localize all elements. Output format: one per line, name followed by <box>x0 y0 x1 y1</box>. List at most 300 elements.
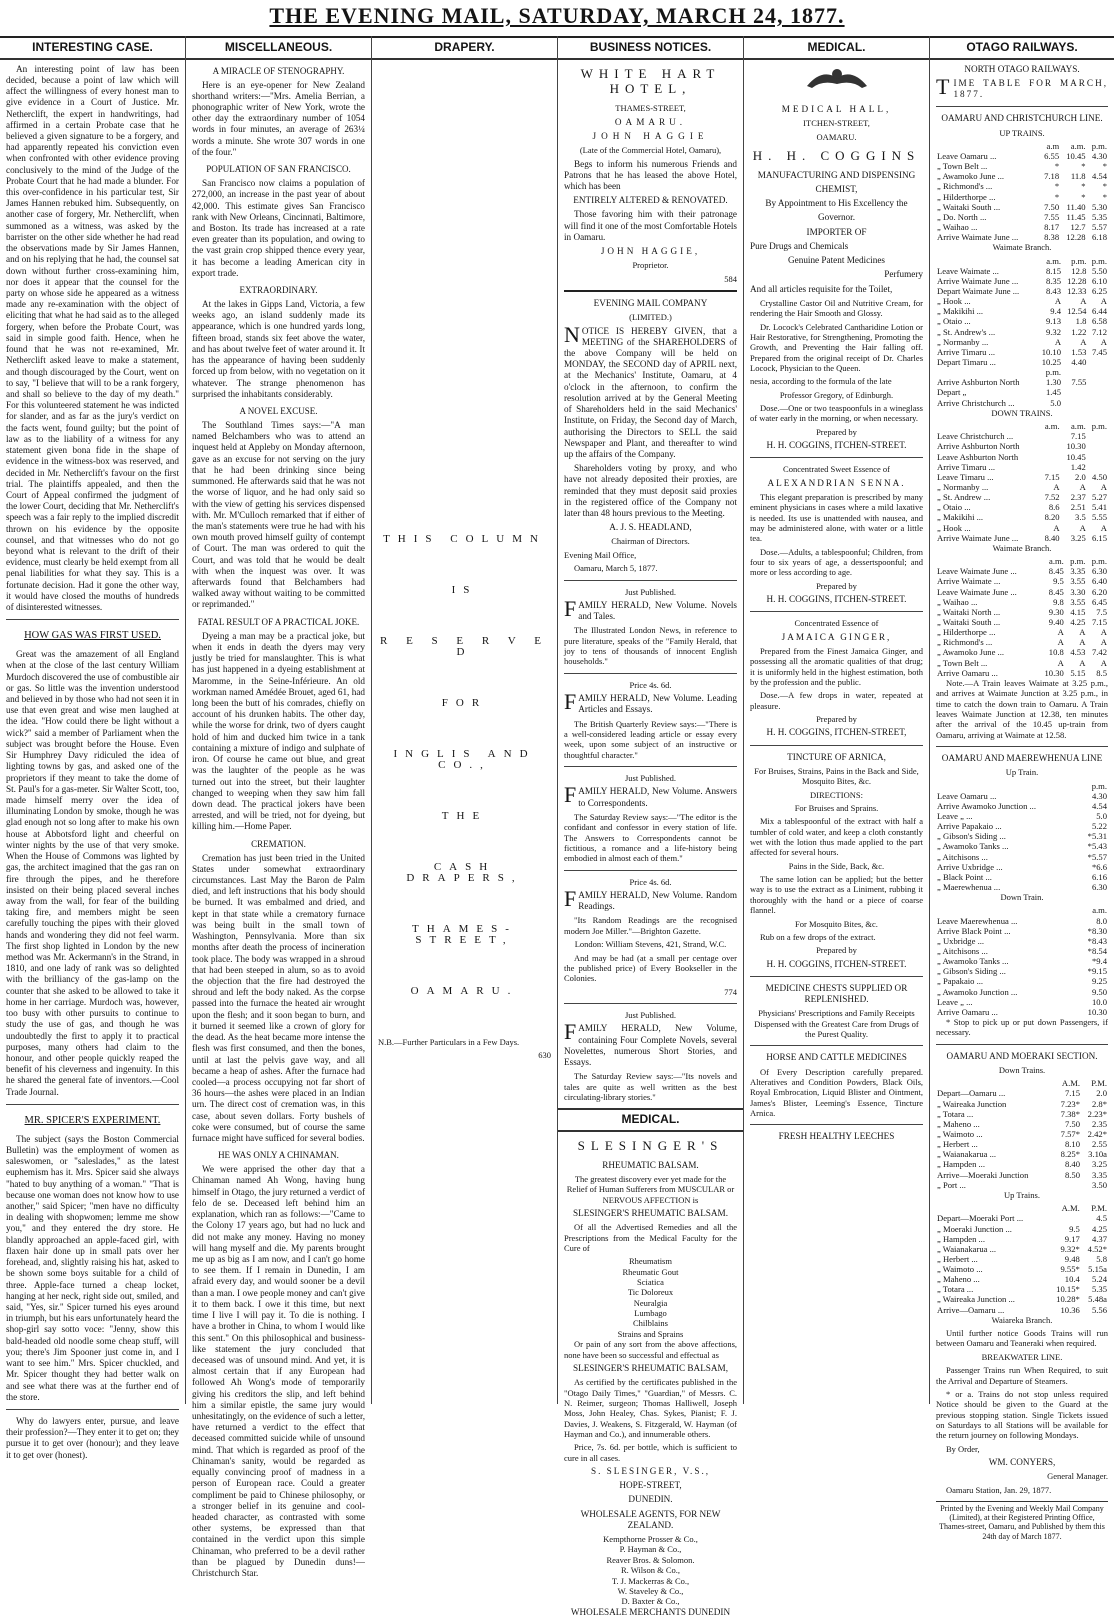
departure-time: 5.35 <box>1091 211 1107 222</box>
ad-signature: H. H. COGGINS, ITCHEN-STREET. <box>766 440 907 451</box>
article-body: San Francisco now claims a population of 272,000, an increase in the past year of about 42,000. This estimate gives San Francisco rank with New Orleans, Cincinnati, Baltimore, and Boston. Its trade has increased at a rate even greater than its population, and owing to the vast grain crop shipped thence every year, it has become a leading American city in export trade. <box>192 178 365 278</box>
departure-time: p.m. <box>1091 255 1107 266</box>
timetable-row <box>936 421 1108 431</box>
departure-time: 1.42 <box>1070 461 1086 472</box>
departure-time: 5.50 <box>1091 265 1107 276</box>
timetable-row <box>936 1203 1108 1213</box>
divider <box>750 611 923 612</box>
departure-time: 10.36 <box>1060 1304 1080 1315</box>
station-name: Arrive Ashburton North <box>937 441 1020 452</box>
departure-time: 9.32* <box>1060 1243 1080 1254</box>
proprietor-name: JOHN HAGGIE <box>592 130 709 141</box>
departure-time: 10.25 <box>1041 357 1062 368</box>
departure-time <box>1087 452 1108 462</box>
timetable-row <box>936 1129 1108 1139</box>
departure-time: A <box>1079 637 1086 648</box>
station-name: „ Waitaki South ... <box>937 616 1001 627</box>
divider <box>564 580 737 581</box>
ad-text: The Saturday Review says:—"Its novels and tales are quite as well written as the best circulating-library stories." <box>564 1071 737 1102</box>
departure-time: 7.15 <box>1091 616 1107 627</box>
masthead <box>0 0 1114 38</box>
station-name: „ St. Andrew's ... <box>937 326 996 337</box>
ad-title: SLESINGER'S <box>577 1137 724 1153</box>
station-name: „ Totara ... <box>937 1284 974 1295</box>
departure-time: a.m. <box>1070 140 1086 151</box>
divider <box>750 457 923 458</box>
timetable-row <box>936 587 1108 597</box>
departure-time: 8.10 <box>1064 1139 1081 1150</box>
ad-subtitle: For Bruises and Sprains. <box>794 802 879 813</box>
ad-text: Prepared by <box>816 945 857 956</box>
departure-time: A <box>1054 296 1062 307</box>
station-name <box>936 905 1073 915</box>
ad-text: Price 4s. 6d. <box>629 679 672 690</box>
list-item: Rheumatic Gout <box>622 1266 679 1277</box>
departure-time: A <box>1053 522 1060 533</box>
departure-time: *8.54 <box>1087 946 1107 957</box>
departure-time: a.m. <box>1049 556 1064 567</box>
station-name: „ Awamoko Junction ... <box>937 986 1018 997</box>
article-body: The Southland Times says:—"A man named Belchambers who was to attend an inquest held at Appleby on Monday afternoon, gave as an excuse for not serving on the jury that he had been drinking since being summoned. He afterwards said that he was not the worse of liquor, and he had only said so with the view of getting his services dispensed with. Mr. M'Culloch remarked that if either of the man's statements were true he had with his own mouth proved himself guilty of contempt of Court. The man was ordered to quit the Court, and was told that he would be dealt with when the inquest was over. It was afterwards found that Belchambers had walked away without waiting to be committed or reprimanded." <box>192 419 365 610</box>
station-name: Depart Waimate June ... <box>937 286 1020 297</box>
departure-time <box>1040 431 1061 441</box>
departure-time: *5.43 <box>1087 841 1107 852</box>
departure-time: 5.15 <box>1070 667 1086 678</box>
departure-time: 5.0 <box>1050 397 1062 408</box>
timetable-row <box>936 1078 1108 1088</box>
departure-time: 10.30 <box>1087 1006 1107 1017</box>
list-item: Lumbago <box>634 1308 667 1319</box>
list-item: Kempthorne Prosser & Co., <box>603 1534 698 1545</box>
departure-time: * <box>1102 161 1107 172</box>
departure-time: A <box>1079 627 1086 638</box>
ad-title: MEDICINE CHESTS SUPPLIED OR REPLENISHED. <box>765 982 908 1005</box>
departure-time: A.M. <box>1061 1078 1081 1089</box>
timetable-row <box>936 1213 1108 1223</box>
departure-time: 1.22 <box>1071 326 1087 337</box>
timetable-row <box>936 1284 1108 1294</box>
station-name: Arrive Awamoko Junction ... <box>937 800 1036 811</box>
ad-subtitle: IMPORTER OF <box>806 226 867 237</box>
station-name: Arrive Christchurch ... <box>937 397 1015 408</box>
departure-time: 7.50 <box>1044 201 1060 212</box>
ad-subtitle: THAMES-STREET, <box>615 103 686 114</box>
divider <box>750 745 923 746</box>
divider <box>750 976 923 977</box>
ad-text: The British Quarterly Review says:—"There is a well-considered leading article or essay every week, upon some subject of an instructive or thoughtful character." <box>564 718 737 760</box>
timetable-row <box>936 431 1108 441</box>
timetable-row <box>936 502 1108 512</box>
departure-time: 1.45 <box>1045 387 1062 398</box>
royal-crest-icon <box>750 66 923 98</box>
departure-time <box>1087 462 1108 472</box>
departure-time: *8.30 <box>1087 925 1107 936</box>
departure-time: 7.55 <box>1044 211 1060 222</box>
article-body: At the lakes in Gipps Land, Victoria, a few weeks ago, an island suddenly made its appearance, which is one hundred yards long, fifteen broad, stands six feet above the water, and has about twelve feet of water around it. It has the appearance of having been suddenly forced up from below, with no vegetation on it whatever. The strange phenomenon has surprised the inhabitants considerably. <box>192 299 365 399</box>
ad-subtitle: OAMARU. <box>614 116 687 127</box>
ad-subtitle: RHEUMATIC BALSAM. <box>602 1159 699 1170</box>
departure-time <box>1087 377 1108 387</box>
departure-time: A <box>1100 522 1107 533</box>
timetable-row <box>936 1149 1108 1159</box>
reserved-line: FOR <box>441 696 488 709</box>
timetable <box>936 781 1108 893</box>
departure-time: 3.50 <box>1091 1179 1107 1190</box>
timetable-row <box>936 452 1108 462</box>
departure-time: 7.15 <box>1044 471 1060 482</box>
timetable-row <box>936 1159 1108 1169</box>
ad-text: nesia, according to the formula of the late <box>750 376 892 387</box>
departure-time: A <box>1100 481 1107 492</box>
departure-time <box>1087 387 1108 397</box>
departure-time: 5.0 <box>1096 810 1107 821</box>
reserved-line: OAMARU. <box>410 984 519 997</box>
agent-list <box>564 1534 737 1607</box>
timetable-row <box>936 647 1108 657</box>
ad-text: Dose.—Adults, a tablespoonful; Children, from four to six years of age, a dessertspoonful; and more or less according to age. <box>750 546 923 578</box>
departure-time: *5.57 <box>1087 851 1107 862</box>
departure-time: 12.54 <box>1067 306 1087 317</box>
ad-text: London: William Stevens, 421, Strand, W.C. <box>574 939 727 950</box>
divider <box>936 1044 1108 1045</box>
ad-text: Dose.—A few drops in water, repeated at pleasure. <box>750 690 923 711</box>
timetable-row <box>936 151 1108 161</box>
departure-time: 7.42 <box>1091 647 1107 658</box>
departure-time: *9.15 <box>1087 966 1107 977</box>
timetable-row <box>936 831 1108 841</box>
departure-time: 8.20 <box>1044 512 1060 523</box>
article-body: The subject (says the Boston Commercial Bulletin) was the employment of women as saleswomen, or "saleslades," as the latest euphemism has it. Mrs. Spicer said she always "hated to buy anything of a woman." "That is because one woman does not know how to use another," said Spicer; "men have no difficulty in dealing with shopwomen; lemme me show you," and they entered the dry store. He blandly approached an apple-faced girl, with flaxen hair done up in small pats over her forehead, and, slightly raising his hat, asked to be shown some boys suitable for a child of three. Apple-face turned a cheap locket, hanging at her neck, right side out, smiled, and said, "Yes, sir." Spicer turned his eyes around in triumph, but his ears unfortunately heard the shop-girl say sotto voce: "Jenny, show this bald-headed old noodle some cheap stuff, will you; there's Jim Spooner just come in, and I want to see him." Mrs. Spicer chuckled, and Mr. Spicer thought they had better walk on and see what there was at the further end of the store. <box>6 1133 179 1402</box>
timetable-row <box>936 256 1108 266</box>
station-name: Arrive Waimate June ... <box>937 275 1019 286</box>
timetable-row <box>936 976 1108 986</box>
timetable-row <box>936 347 1108 357</box>
timetable-row <box>936 533 1108 543</box>
ad-text: Chairman of Directors. <box>611 536 690 547</box>
divider <box>6 619 179 620</box>
timetable-row <box>936 286 1108 296</box>
ad-signature: A. J. S. HEADLAND, <box>609 522 692 533</box>
departure-time: 5.35 <box>1091 1284 1107 1295</box>
departure-time: 2.51 <box>1070 502 1086 513</box>
station-name: „ Normanby ... <box>937 336 989 347</box>
reserved-line: THIS COLUMN <box>383 532 546 545</box>
column-header: MISCELLANEOUS. <box>186 38 371 60</box>
station-name: Leave Waimate June ... <box>937 566 1017 577</box>
ad-text: Perfumery <box>884 269 923 280</box>
station-name: „ Waimoto ... <box>937 1129 983 1140</box>
departure-time: 10.45 <box>1066 151 1086 161</box>
departure-time: 7.38* <box>1060 1108 1081 1119</box>
ad-text: This elegant preparation is prescribed by many eminent physicians in cases where a mild laxative is needed. Its use is unattended with nausea, and may be administered alone, with water or a little tea. <box>750 491 923 544</box>
list-item: Sciatica <box>637 1277 664 1288</box>
departure-time: A <box>1079 481 1086 492</box>
ad-title: MEDICAL HALL, <box>781 104 892 115</box>
reserved-line: IS <box>451 583 478 596</box>
departure-time: 8.40 <box>1044 532 1060 543</box>
departure-time: 8.40 <box>1064 1159 1081 1170</box>
timetable-subtitle: BREAKWATER LINE. <box>981 1351 1063 1362</box>
departure-time: 8.15 <box>1045 265 1062 276</box>
departure-time: 4.25 <box>1070 616 1086 627</box>
timetable-row <box>936 337 1108 347</box>
station-name: Arrive—Moeraki Junction <box>937 1169 1029 1180</box>
ad-subtitle: For Mosquito Bites, &c. <box>795 918 878 929</box>
ad-text: And may be had (at a small per centage over the published price) of Every Bookseller in the Colonies. <box>564 952 737 984</box>
departure-time: A <box>1053 481 1060 492</box>
departure-time: 4.30 <box>1091 151 1107 161</box>
ad-title: HORSE AND CATTLE MEDICINES <box>766 1052 907 1063</box>
departure-time: p.m. <box>1091 556 1107 567</box>
departure-time: a.m. <box>1070 421 1086 432</box>
departure-time: 6.45 <box>1091 596 1107 607</box>
column-header: OTAGO RAILWAYS. <box>930 38 1114 60</box>
ad-title: JAMAICA GINGER, <box>781 631 892 642</box>
ad-text: Pure Drugs and Chemicals <box>750 240 849 251</box>
timetable-row <box>936 1180 1108 1190</box>
ad-text: The Illustrated London News, in reference to pure literature, speaks of the "Family Herald, that joy to tens of thousands of innocent English households." <box>564 625 737 667</box>
ad-title: FAMILY HERALD, New Volume. Random Readings. <box>564 885 737 912</box>
ad-text: HOPE-STREET, <box>619 1480 682 1491</box>
station-name: Leave Christchurch ... <box>937 431 1014 442</box>
divider <box>6 1104 179 1105</box>
departure-time: 5.48a <box>1088 1294 1107 1305</box>
departure-time: * <box>1054 191 1060 202</box>
departure-time: 10.8 <box>1048 647 1064 658</box>
ailment-list <box>564 1256 737 1339</box>
column-drapery <box>372 36 558 1404</box>
list-item: W. Staveley & Co., <box>617 1585 684 1596</box>
list-item: Reaver Bros. & Solomon. <box>606 1554 695 1565</box>
timetable-row <box>936 1264 1108 1274</box>
timetable <box>936 556 1108 678</box>
departure-time: *6.6 <box>1091 861 1107 872</box>
timetable-row <box>936 801 1108 811</box>
timetable-row <box>936 202 1108 212</box>
timetable-row <box>936 872 1108 882</box>
ad-text: As certified by the certificates published in the "Otago Daily Times," "Guardian," of Messrs. C. N. Reimer, surgeon; Thomas Halliwell, Joseph Moss, John Healey, Chas. Sykes, Pianist; F. J. Davies, J. Weakens, S. Fitzgerald, W. Hayman (of Hayman and Co.), and innumerable others. <box>564 1377 737 1439</box>
timetable-subtitle: Up Trains. <box>1004 1189 1040 1200</box>
timetable-row <box>936 617 1108 627</box>
ad-subtitle: For Bruises, Strains, Pains in the Back and Side, Mosquito Bites, &c. <box>754 765 919 787</box>
reserved-line: R E S E R V E D <box>380 634 549 658</box>
ad-text: Those favoring him with their patronage will find it one of the most Comfortable Hotels in Oamaru. <box>564 209 738 242</box>
timetable <box>936 1078 1108 1190</box>
station-name: „ Awamoko June ... <box>937 647 1004 658</box>
timetable-row <box>936 1274 1108 1284</box>
timetable-row <box>936 1224 1108 1234</box>
timetable-row <box>936 377 1108 387</box>
departure-time: 4.50 <box>1091 471 1107 482</box>
timetable-row <box>936 597 1108 607</box>
ad-number: 630 <box>538 1049 551 1060</box>
station-name: „ Port ... <box>937 1179 966 1190</box>
timetable-row <box>936 1254 1108 1264</box>
station-name <box>936 1203 1048 1213</box>
station-name: Leave Waimate June ... <box>937 586 1017 597</box>
article-body: Here is an eye-opener for New Zealand shorthand writers:—"Mrs. Amelia Berrian, a phonographic writer of New York, wrote the other day the extraordinary number of 1054 words in four minutes, an average of 263¼ words a minute. She wrote 307 words in one of the four." <box>192 79 365 157</box>
timetable-row <box>936 1088 1108 1098</box>
station-name: Depart „ <box>937 387 967 398</box>
departure-time: 2.23* <box>1087 1108 1107 1119</box>
divider <box>6 1409 179 1410</box>
departure-time: * <box>1054 161 1060 172</box>
departure-time: 4.54 <box>1091 800 1107 811</box>
station-name: Arrive Waimate June ... <box>937 232 1019 243</box>
list-item: Chilblains <box>633 1318 668 1329</box>
station-name: Arrive Waimate June ... <box>937 532 1019 543</box>
signature-name: WM. CONYERS, <box>988 1457 1056 1468</box>
timetable-row <box>936 482 1108 492</box>
station-name <box>936 421 1040 431</box>
printer-imprint: Printed by the Evening and Weekly Mail Company (Limited), at their Registered Printing Office, Thames-street, Oamaru, and Published by them this 24th day of March 1877. <box>936 1501 1108 1541</box>
station-name: „ St. Andrew ... <box>937 492 991 503</box>
station-name: Leave Waimate ... <box>937 265 999 276</box>
timetable <box>936 256 1108 408</box>
station-name: Depart—Moeraki Port ... <box>937 1213 1024 1224</box>
station-name: Arrive Black Point ... <box>937 925 1011 936</box>
timetable-row <box>936 492 1108 502</box>
departure-time: 4.37 <box>1091 1233 1107 1244</box>
station-name: „ Moeraki Junction ... <box>937 1223 1012 1234</box>
departure-time: 8.17 <box>1044 221 1060 232</box>
station-name: „ Black Point ... <box>937 871 992 882</box>
station-name: „ Papakaio ... <box>937 976 984 987</box>
ad-text: Evening Mail Office, <box>564 549 637 560</box>
departure-time: 12.28 <box>1066 232 1086 243</box>
departure-time: 5.15a <box>1088 1264 1107 1275</box>
station-name <box>936 781 1078 791</box>
column-header: BUSINESS NOTICES. <box>558 38 743 60</box>
departure-time: 9.50 <box>1091 986 1107 997</box>
note-text: Note.—A Train leaves Waimate at 3.25 p.m., and arrives at Waimate Junction at 3.25 p.m., in time to catch the down train to Oamaru. A Train leaves Waimate Junction at 12.38, ten minutes after the arrival of the 10.45 up-train from Oamaru, arriving at Waimate at 12.58. <box>936 677 1108 740</box>
timetable-subtitle: Up Train. <box>1005 767 1039 778</box>
station-name: „ Herbert ... <box>937 1139 978 1150</box>
departure-time: *9.4 <box>1091 956 1107 967</box>
divider <box>936 106 1108 107</box>
list-item: T. J. Mackerras & Co., <box>611 1575 690 1586</box>
timetable-row <box>936 811 1108 821</box>
station-name: Leave „ ... <box>937 996 973 1007</box>
timetable-row <box>936 936 1108 946</box>
ad-text: Just Published. <box>624 586 676 597</box>
ad-text: DUNEDIN. <box>628 1494 673 1505</box>
departure-time: 7.52 <box>1044 492 1060 503</box>
departure-time: 6.18 <box>1091 232 1107 243</box>
departure-time: 8.0 <box>1096 915 1107 926</box>
ad-text: Dose.—One or two teaspoonfuls in a wineglass of water early in the morning, or when necessary. <box>750 403 923 424</box>
reserved-line: CASH DRAPERS, <box>406 860 523 884</box>
station-name: „ Otaio ... <box>937 316 971 327</box>
station-name: „ Waianakarua ... <box>937 1243 997 1254</box>
timetable-row <box>936 181 1108 191</box>
timetable-row <box>936 141 1108 151</box>
departure-time: 5.55 <box>1091 512 1107 523</box>
reserved-line: INGLIS AND CO., <box>393 747 536 771</box>
column-business-notices <box>558 36 744 1617</box>
timetable-row <box>936 791 1108 801</box>
departure-time: 4.40 <box>1071 357 1087 368</box>
timetable-row <box>936 658 1108 668</box>
departure-time: 7.55 <box>1071 377 1087 388</box>
departure-time: A.M. <box>1061 1203 1080 1214</box>
timetable-row <box>936 905 1108 915</box>
departure-time: 12.8 <box>1071 265 1087 276</box>
departure-time: 8.35 <box>1045 275 1062 286</box>
line-title: OAMARU AND CHRISTCHURCH LINE. <box>941 113 1103 124</box>
timetable-row <box>936 627 1108 637</box>
list-item: Neuralgia <box>633 1297 668 1308</box>
departure-time: 5.27 <box>1091 492 1107 503</box>
article-body: Dyeing a man may be a practical joke, but when it ends in death the dyers may very justly be tried for manslaughter. This is what has just happened in a dyeing establishment at Maromme, in the Seine-Inférieure. An old workman named Amédée Brouet, aged 61, had long been the butt of his comrades, chiefly on account of his drunken habits. The other day, while the worse for drink, two of dyers caught hold of him and ducked him twice in a tank containing a mixture of indigo and sulphate of iron. Of course he came out blue, and great was the laughter of the people as he was turned out into the street, but their laughter changed to weeping when they saw him fall down dead. The practical jokers have been arrested, and will be tried, not for dyeing, but killing him.—Home Paper. <box>192 630 365 832</box>
station-name <box>936 556 1038 566</box>
departure-time <box>1048 1213 1081 1223</box>
departure-time <box>1087 357 1108 367</box>
station-name: Depart Timaru ... <box>937 357 996 368</box>
timetable-row <box>936 862 1108 872</box>
ad-text: The greatest discovery ever yet made for the Relief of Human Sufferers from MUSCULAR or NERVOUS AFFECTION is <box>566 1173 735 1205</box>
ad-text: Mix a tablespoonful of the extract with half a tumbler of cold water, and keep a cloth constantly wet with the lotion thus made applied to the part affected for several hours. <box>750 816 923 858</box>
timetable-subtitle: Waimate Branch. <box>992 242 1052 253</box>
article-body: An interesting point of law has been decided, because a point of law which will affect the willingness of every honest man to give evidence in a Court of Justice. Mr. Netherclift, the expert in handwritings, had affirmed in a certain Probate case that he believed a given signature to be a forgery, and had apparently repeated his conviction even when confronted with other evidence proving conclusively to the mind of the Judge of the Probate Court that he had made a blunder. For this over-confidence in his particular test, Sir James Hannen rebuked him. Subsequently, on another case of forgery, Mr. Netherclift, when summoned as a witness, was asked by the barrister on the other side whether he had read the observations made by Sir James Hannen, and on his replying that he had, the counsel sat down without further cross-examining him, nor does it appear that the counsel for the party on whose side he appeared as a witness made any re-examination with the object of eliciting that what he had said as to the alleged forgery, when before the Probate Court, was said in simple good faith. Hence, when he found that he was not re-examined, Mr. Netherclift asked leave to make a statement, and though discouraged by the Court, went on to say, "I believe that will to be a rank forgery, and shall so believe to the day of my death." For this volunteered statement he was indicted for slander, and as far as the jury's verdict on the facts went, found guilty; but the point of law as to the liability of a witness for any statement given bona fide in the shape of evidence in the witness-box was reserved, and decided in Mr. Netherclift's favour on the first trial. The plaintiffs appealed, and then the Court of Appeal confirmed the judgment of the lower Court, deciding that Mr. Netherclift's speech was a fair reply to the implied discredit thrown on his evidence by the opposite counsel, and that witnesses who do not go beyond what is relevant to the drift of their evidence, must clearly be held exempt from all penal liabilities for what they say. This is a fortunate decision. Had it gone the other way, it would have closed the mouths of hundreds of disinterested witnesses. <box>6 63 179 613</box>
departure-time: *5.31 <box>1087 831 1107 842</box>
departure-time: 9.25 <box>1091 976 1107 987</box>
departure-time: p.m. <box>1045 367 1062 378</box>
departure-time: 11.40 <box>1066 201 1086 212</box>
station-name: „ Waitaki South ... <box>937 201 1001 212</box>
station-name <box>936 256 1037 266</box>
ad-title: WHOLESALE AGENTS, FOR NEW ZEALAND. <box>580 1508 721 1530</box>
ad-subtitle: SLESINGER'S RHEUMATIC BALSAM, <box>572 1362 729 1373</box>
departure-time: 7.57* <box>1060 1129 1081 1140</box>
timetable-row <box>936 997 1108 1007</box>
ad-subtitle: CHEMIST, <box>815 184 858 195</box>
timetable-row <box>936 441 1108 451</box>
timetable <box>936 1203 1108 1315</box>
note-text: N.B.—Further Particulars in a Few Days. <box>378 1036 520 1047</box>
article-body: Cremation has just been tried in the United States under somewhat extraordinary circumstances. Last May the Baron de Palm died, and left instructions that his body should be burned. It was embalmed and dried, and kept in that state while a crematory furnace was being built in the small town of Washington, Pennsylvania. More than six months after death the process of incineration took place. The body was wrapped in a shroud that had been steeped in alum, so as to avoid the objection that the fire had destroyed the shroud and left the body naked. As the corpse passed into the furnace the heated air wrought upon the flesh; and it soon began to burn, and it burned it seemed like a crown of glory for the dead. As the heat became more intense the flesh was first consumed, and then the bones, until at last the pelvis gave way, and all became a heap of ashes. After the furnace had cooled—a process occupying not far short of 36 hours—the ashes were placed in an Indian urn. The direct cost of cremation was, in this case, about seven dollars. Forty bushels of coke were consumed, but of course the same furnace might have sufficed for several bodies. <box>192 852 365 1144</box>
station-name: Leave Oamaru ... <box>937 151 997 161</box>
departure-time: 4.5 <box>1096 1213 1107 1224</box>
timetable-row <box>936 306 1108 316</box>
departure-time <box>1087 367 1108 377</box>
departure-time: A <box>1100 627 1107 638</box>
departure-time <box>1054 1180 1081 1190</box>
station-name: „ Awamoko June ... <box>937 171 1004 182</box>
timetable-row <box>936 222 1108 232</box>
departure-time: * <box>1054 181 1060 192</box>
departure-time: 8.50 <box>1064 1169 1081 1180</box>
timetable-row <box>936 316 1108 326</box>
station-name: Arrive Papakaio ... <box>937 821 1002 832</box>
departure-time: a.m <box>1046 140 1060 151</box>
list-item: D. Baxter & Co., <box>621 1596 680 1607</box>
departure-time: 10.10 <box>1041 346 1062 357</box>
ad-text: "Its Random Readings are the recognised modern Joe Miller."—Brighton Gazette. <box>564 915 737 936</box>
departure-time: A <box>1100 336 1107 347</box>
departure-time: 10.15* <box>1056 1284 1080 1295</box>
departure-time: 6.58 <box>1091 316 1107 327</box>
ad-text: Of Every Description carefully prepared. Alteratives and Condition Powders, Black Oils, Royal Embrocation, Liquid Blister and Ointment, James's Blister, Leeming's Essence, Tincture Arnica. <box>750 1066 923 1119</box>
station-name: Leave „ ... <box>937 810 973 821</box>
departure-time: 4.52* <box>1087 1243 1107 1254</box>
station-name: „ Town Belt ... <box>937 657 988 668</box>
ad-text: Genuine Patent Medicines <box>788 255 885 266</box>
departure-time: 6.15 <box>1091 532 1107 543</box>
departure-time: *8.43 <box>1087 935 1107 946</box>
departure-time: a.m. <box>1046 255 1062 266</box>
departure-time: a.m. <box>1092 905 1107 916</box>
